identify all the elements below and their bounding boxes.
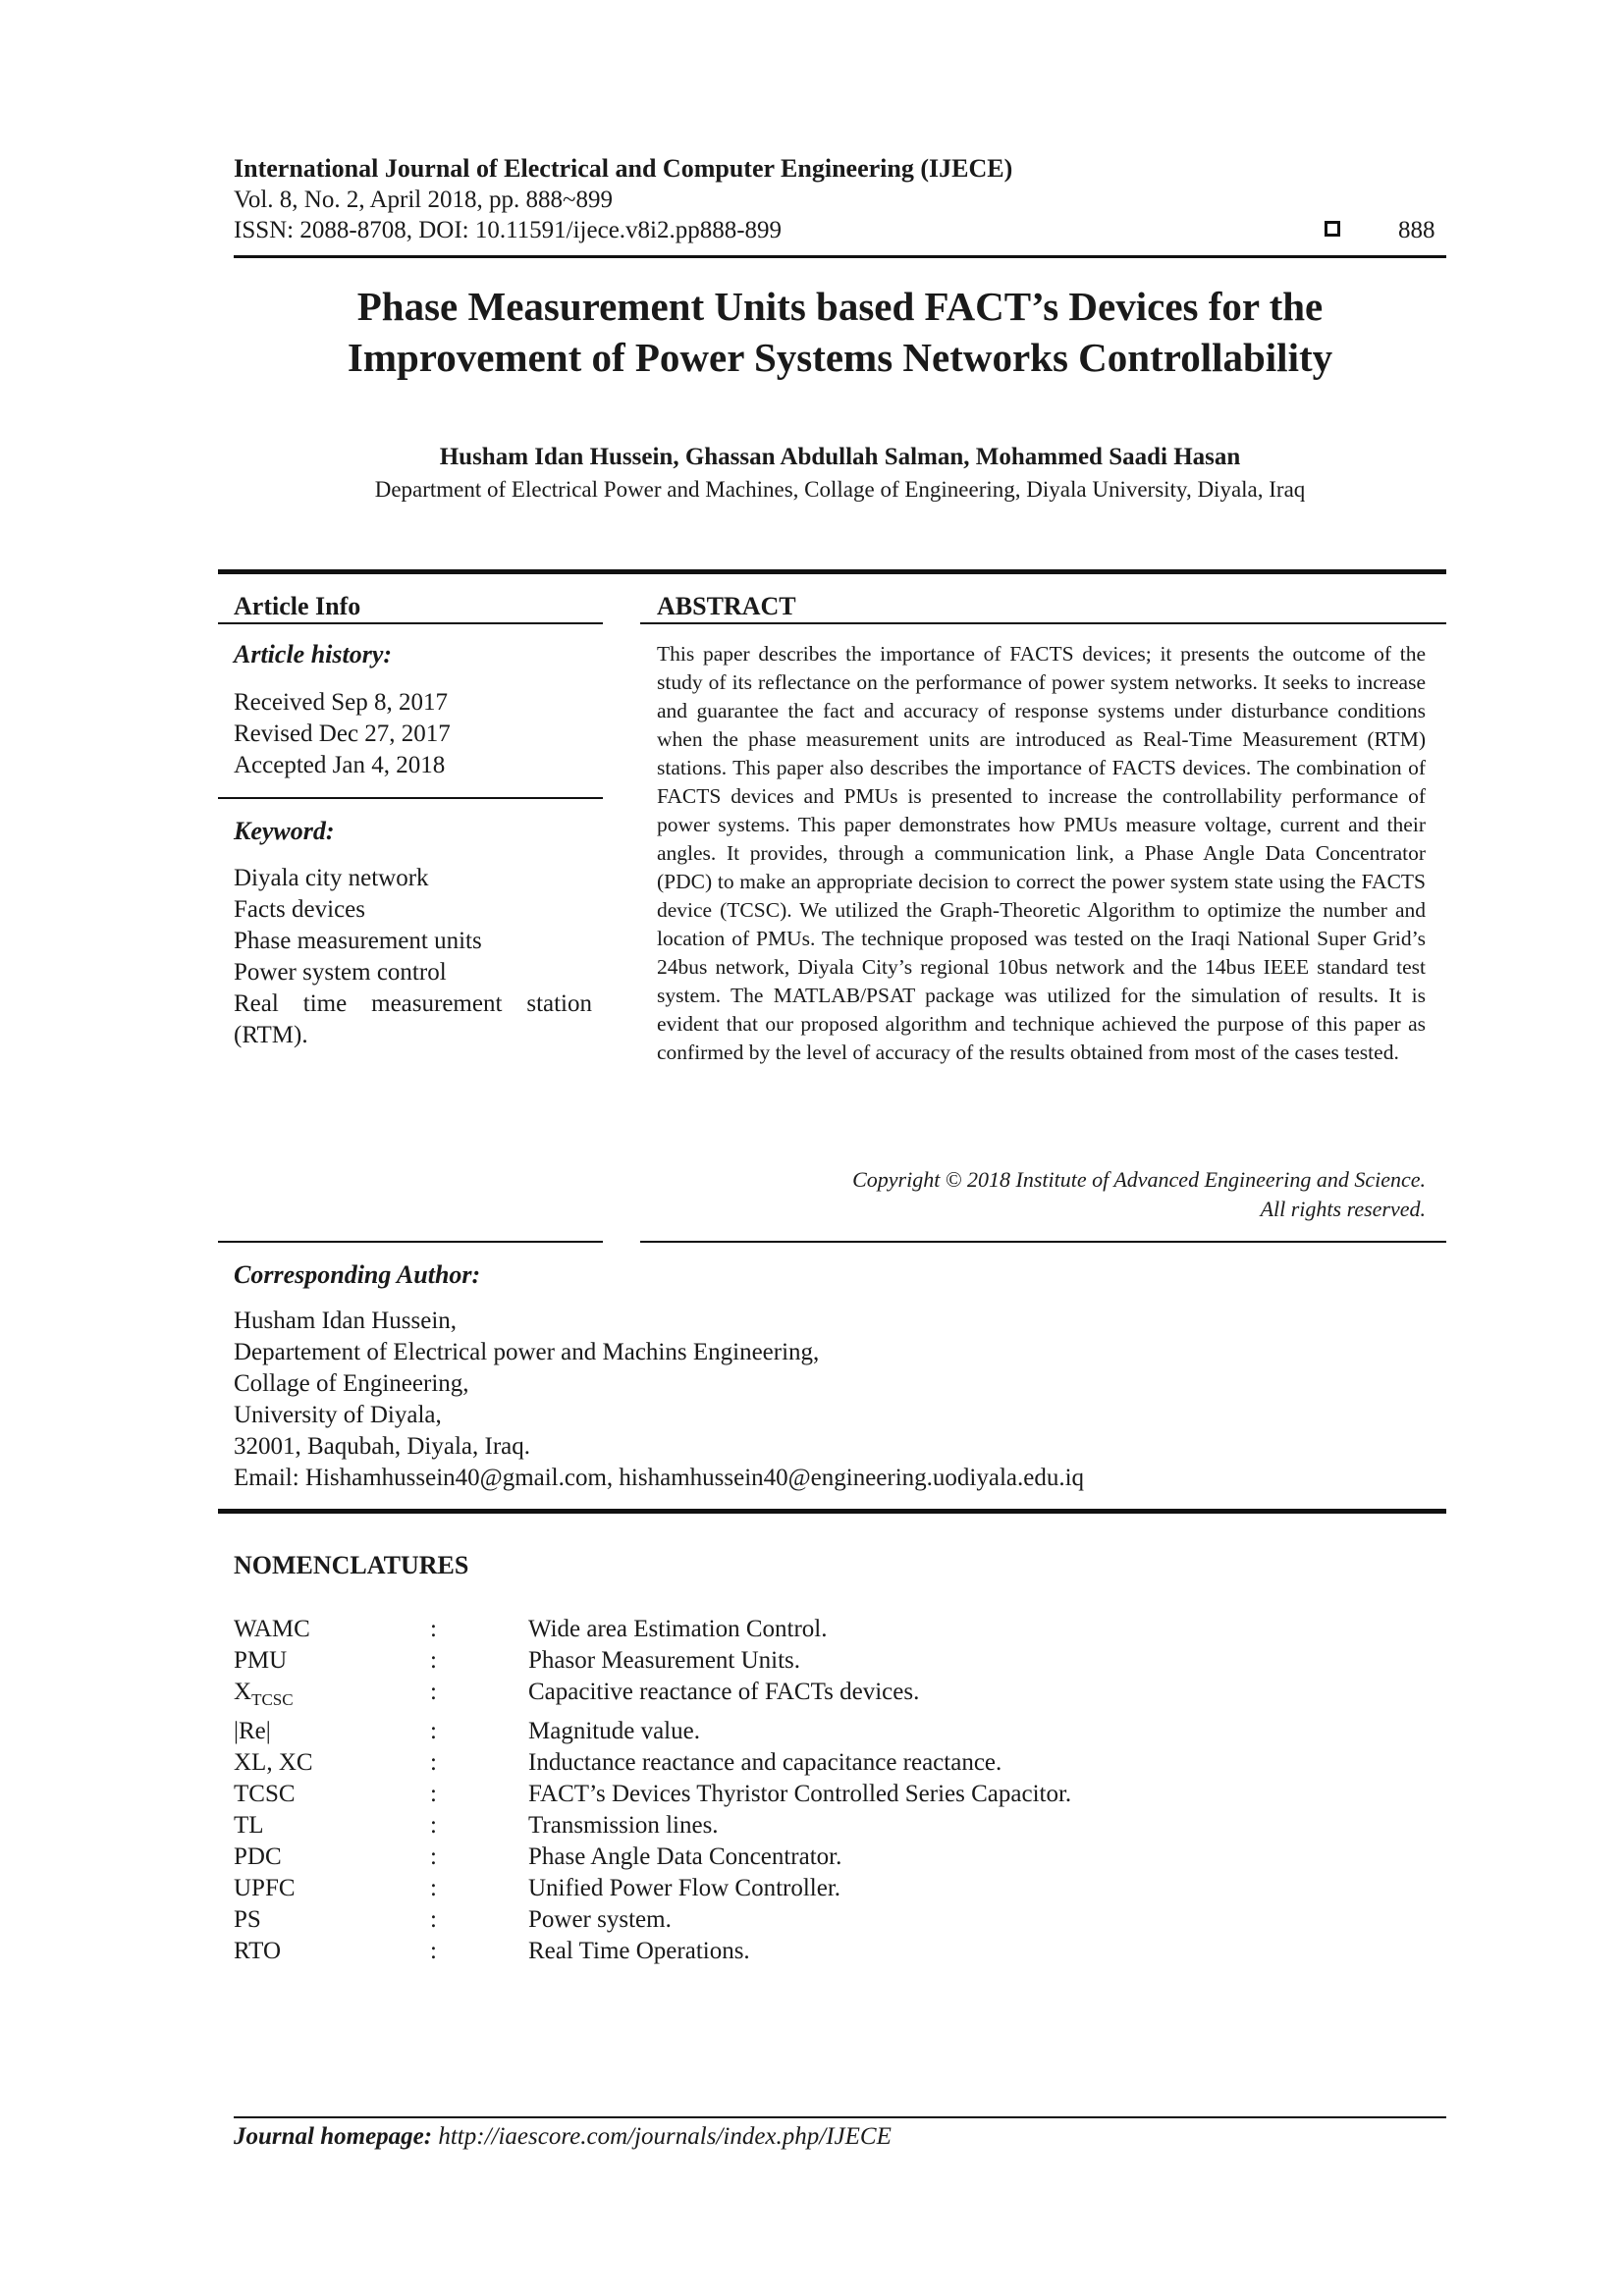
copyright-line-1: Copyright © 2018 Institute of Advanced Engineering and Science.	[852, 1167, 1426, 1192]
nomenclature-definition: Wide area Estimation Control.	[528, 1616, 828, 1642]
article-history-heading: Article history:	[234, 640, 393, 668]
nomenclature-definition: Inductance reactance and capacitance reactance.	[528, 1749, 1002, 1776]
nomenclature-abbr: PS	[234, 1906, 261, 1933]
nomenclature-definition: Real Time Operations.	[528, 1938, 750, 1964]
section-top-rule	[218, 569, 1446, 574]
nomenclature-heading: NOMENCLATURES	[234, 1551, 469, 1579]
keyword-item: Diyala city network	[234, 865, 429, 891]
abstract-bottom-rule	[640, 1241, 1446, 1243]
author-college: Collage of Engineering,	[234, 1370, 469, 1397]
nomenclature-definition: Unified Power Flow Controller.	[528, 1875, 841, 1901]
nomenclature-separator: :	[430, 1938, 437, 1964]
nomenclature-definition: Phase Angle Data Concentrator.	[528, 1843, 842, 1870]
revised-date: Revised Dec 27, 2017	[234, 721, 451, 747]
journal-name: International Journal of Electrical and Computer Engineering (IJECE)	[234, 154, 1013, 183]
keyword-item: (RTM).	[234, 1022, 308, 1048]
nomenclature-row	[234, 1779, 1314, 1810]
journal-issn-doi: ISSN: 2088-8708, DOI: 10.11591/ijece.v8i2.pp888-899	[234, 217, 783, 243]
title-line-1: Phase Measurement Units based FACT’s Devices for the	[356, 284, 1324, 329]
nomenclature-abbr: |Re|	[234, 1718, 271, 1744]
abstract-rule	[640, 622, 1446, 624]
keyword-item: Power system control	[234, 959, 447, 986]
article-info-heading: Article Info	[234, 592, 361, 620]
nomenclature-definition: Capacitive reactance of FACTs devices.	[528, 1679, 920, 1705]
article-info-bottom-rule	[218, 1241, 603, 1243]
nomenclature-separator: :	[430, 1781, 437, 1807]
nomenclature-definition: FACT’s Devices Thyristor Controlled Series Capacitor.	[528, 1781, 1072, 1807]
nomenclature-abbr: TCSC	[234, 1781, 296, 1807]
affiliation: Department of Electrical Power and Machines, Collage of Engineering, Diyala University, Diyala, Iraq	[374, 477, 1306, 502]
article-history-list	[234, 687, 451, 781]
footer-rule	[234, 2116, 1446, 2118]
nomenclature-row	[234, 1614, 1314, 1645]
keyword-item: Facts devices	[234, 896, 365, 923]
nomenclature-abbr: PMU	[234, 1647, 288, 1674]
nomenclature-abbr: XL, XC	[234, 1749, 313, 1776]
keyword-item: Phase measurement units	[234, 928, 482, 954]
keyword-rule	[218, 797, 603, 799]
nomenclature-table	[234, 1614, 1314, 1967]
journal-volume: Vol. 8, No. 2, April 2018, pp. 888~899	[234, 187, 613, 213]
nomenclature-row	[234, 1747, 1314, 1779]
nomenclature-abbr: UPFC	[234, 1875, 296, 1901]
header-rule	[234, 255, 1446, 258]
nomenclature-definition: Magnitude value.	[528, 1718, 700, 1744]
paper-title	[234, 281, 1446, 383]
nomenclature-abbr: $X_{TCSC}$	[234, 1679, 294, 1709]
abstract-text: This paper describes the importance of FACTS devices; it presents the outcome of the study of its reflectance on the performance of power system networks. It seeks to increase and guarantee the fact and accuracy of response systems under disturbance conditions when the phase measurement units are introduced as Real-Time Measurement (RTM) stations. This paper also describes the importance of FACTS devices. The combination of FACTS devices and PMUs is presented to increase the controllability performance of power systems. This paper demonstrates how PMUs measure voltage, current and their angles. It provides, through a communication link, a Phase Angle Data Concentrator (PDC) to make an appropriate decision to correct the power system state using the FACTS device (TCSC). We utilized the Graph-Theoretic Algorithm to optimize the number and location of PMUs. The technique proposed was tested on the Iraqi National Super Grid’s 24bus network, Diyala City’s regional 10bus network and the 14bus IEEE standard test system. The MATLAB/PSAT package was utilized for the simulation of results. It is evident that our proposed algorithm and technique achieved the purpose of this paper as confirmed by the level of accuracy of the results obtained from most of the cases tested.	[657, 642, 1426, 1064]
nomenclature-abbr: PDC	[234, 1843, 282, 1870]
journal-homepage-url: http://iaescore.com/journals/index.php/IJECE	[438, 2123, 892, 2150]
nomenclature-definition: Transmission lines.	[528, 1812, 719, 1839]
received-date: Received Sep 8, 2017	[234, 689, 449, 716]
abstract-heading: ABSTRACT	[657, 592, 796, 620]
nomenclature-abbr: WAMC	[234, 1616, 310, 1642]
authors: Husham Idan Hussein, Ghassan Abdullah Salman, Mohammed Saadi Hasan	[439, 444, 1241, 470]
corresponding-bottom-rule	[218, 1509, 1446, 1514]
nomenclature-separator: :	[430, 1749, 437, 1776]
nomenclature-separator: :	[430, 1843, 437, 1870]
nomenclature-row	[234, 1904, 1314, 1936]
keyword-item: Real time measurement station	[234, 990, 592, 1017]
keyword-list	[234, 863, 592, 1051]
nomenclature-row	[234, 1873, 1314, 1904]
nomenclature-separator: :	[430, 1875, 437, 1901]
nomenclature-row	[234, 1716, 1314, 1747]
nomenclature-row	[234, 1936, 1314, 1967]
nomenclature-separator: :	[430, 1679, 437, 1705]
nomenclature-separator: :	[430, 1906, 437, 1933]
accepted-date: Accepted Jan 4, 2018	[234, 752, 446, 778]
author-name: Husham Idan Hussein,	[234, 1308, 458, 1334]
nomenclature-separator: :	[430, 1647, 437, 1674]
article-info-rule	[218, 622, 603, 624]
nomenclature-separator: :	[430, 1616, 437, 1642]
author-address: 32001, Baqubah, Diyala, Iraq.	[234, 1433, 531, 1460]
journal-homepage-label: Journal homepage:	[234, 2123, 433, 2150]
copyright-notice	[657, 1165, 1426, 1224]
nomenclature-row	[234, 1645, 1314, 1677]
nomenclature-definition: Power system.	[528, 1906, 672, 1933]
nomenclature-separator: :	[430, 1718, 437, 1744]
corresponding-author-details	[234, 1306, 1084, 1494]
square-bullet-icon	[1325, 221, 1340, 237]
nomenclature-definition: Phasor Measurement Units.	[528, 1647, 801, 1674]
nomenclature-row	[234, 1810, 1314, 1842]
nomenclature-row	[234, 1842, 1314, 1873]
keyword-heading: Keyword:	[234, 817, 335, 845]
journal-homepage	[234, 2123, 892, 2151]
page-number: 888	[1398, 217, 1435, 243]
corresponding-author-heading: Corresponding Author:	[234, 1260, 481, 1289]
copyright-line-2: All rights reserved.	[1260, 1197, 1426, 1221]
author-university: University of Diyala,	[234, 1402, 442, 1428]
nomenclature-separator: :	[430, 1812, 437, 1839]
nomenclature-row	[234, 1677, 1314, 1716]
author-department: Departement of Electrical power and Machins Engineering,	[234, 1339, 820, 1365]
title-line-2: Improvement of Power Systems Networks Controllability	[347, 335, 1333, 380]
nomenclature-abbr: RTO	[234, 1938, 282, 1964]
nomenclature-abbr: TL	[234, 1812, 264, 1839]
author-email: Email: Hishamhussein40@gmail.com, hishamhussein40@engineering.uodiyala.edu.iq	[234, 1465, 1085, 1491]
